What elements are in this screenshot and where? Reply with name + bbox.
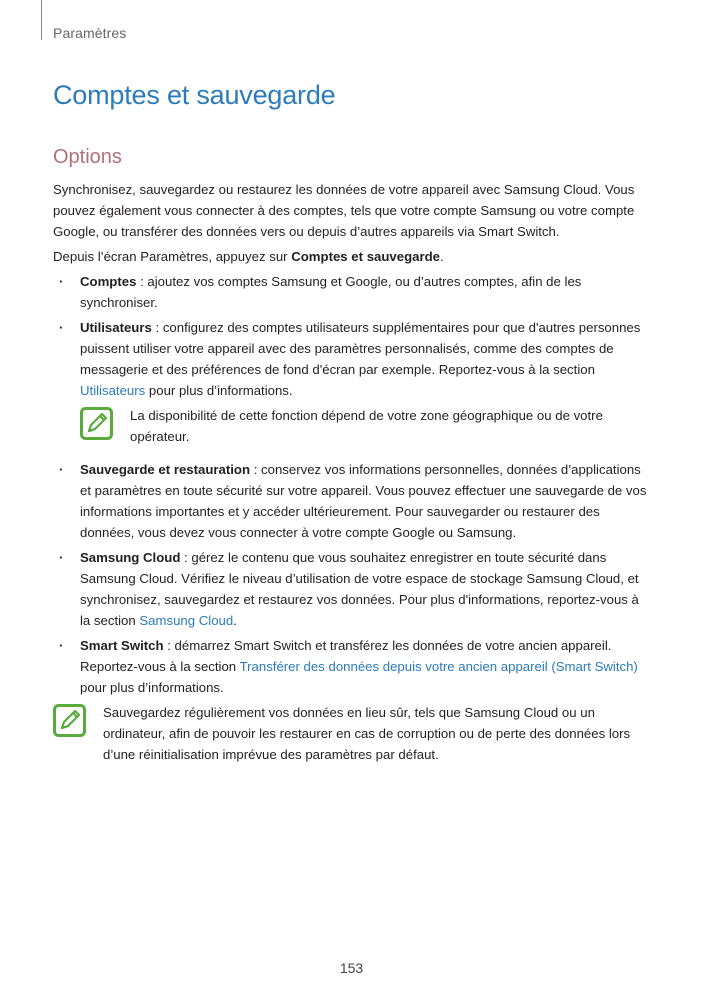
page-number: 153	[339, 960, 364, 976]
list-item-text-after: pour plus d’informations.	[80, 680, 224, 695]
list-item-text: : conservez vos informations personnelles, données d’applications et paramètres en toute sécurité sur votre appareil. Vous pouvez effectuer une sauvegarde de vos informations importantes et y accéder ultérieurement. Pour sauvegarder ou restaurer des données, vous devez vous connecter à votre compte Google ou Samsung.	[80, 462, 647, 540]
note-region-text: La disponibilité de cette fonction dépend de votre zone géographique ou de votre opérateur.	[130, 408, 603, 444]
list-item-utilisateurs	[53, 317, 649, 447]
page-body	[53, 179, 649, 777]
list-item-sauvegarde	[53, 459, 649, 543]
section-subtitle: Options	[53, 146, 122, 168]
link-utilisateurs[interactable]: Utilisateurs	[80, 383, 146, 398]
page-title: Comptes et sauvegarde	[53, 80, 336, 110]
note-backup-text: Sauvegardez régulièrement vos données en lieu sûr, tels que Samsung Cloud ou un ordinateur, afin de pouvoir les restaurer en cas de corruption ou de perte des données lors d’une réinitialisation imprévue des paramètres par défaut.	[103, 705, 631, 762]
bullet-dot: ·	[59, 320, 64, 335]
list-item-text-after: pour plus d’informations.	[145, 383, 293, 398]
note-backup	[53, 702, 649, 765]
bullet-dot: ·	[59, 462, 64, 477]
link-samsung-cloud[interactable]: Samsung Cloud	[139, 613, 234, 628]
list-item-text: : configurez des comptes utilisateurs supplémentaires pour que d'autres personnes puissent utiliser votre appareil avec des paramètres personnalisés, comme des comptes de messagerie et des préférences de fond d'écran par exemple. Reportez-vous à la section	[80, 320, 641, 377]
list-item-term: Samsung Cloud	[80, 550, 181, 565]
list-item-text-after: .	[233, 613, 237, 628]
intro-paragraph: Synchronisez, sauvegardez ou restaurez les données de votre appareil avec Samsung Cloud. Vous pouvez également vous connecter à des comptes, tels que votre compte Samsung ou votre compte Google, ou transférer des données vers ou depuis d’autres appareils via Smart Switch.	[53, 182, 635, 239]
note-pencil-icon	[80, 407, 113, 440]
list-item-samsung-cloud	[53, 547, 649, 631]
bullet-dot: ·	[59, 550, 64, 565]
section-header: Paramètres	[53, 25, 127, 41]
list-item-text: : gérez le contenu que vous souhaitez enregistrer en toute sécurité dans Samsung Cloud. Vérifiez le niveau d’utilisation de votre espace de stockage Samsung Cloud, et synchronisez, sauvegardez et restaurez vos données. Pour plus d'informations, reportez-vous à la section	[80, 550, 639, 628]
instruction-paragraph	[53, 246, 649, 267]
bullet-dot: ·	[59, 274, 64, 289]
instruction-bold: Comptes et sauvegarde	[291, 249, 440, 264]
instruction-prefix: Depuis l’écran Paramètres, appuyez sur	[53, 249, 292, 264]
list-item-text: : ajoutez vos comptes Samsung et Google, ou d’autres comptes, afin de les synchroniser.	[80, 274, 582, 310]
list-item-smart-switch	[53, 635, 649, 698]
note-pencil-icon	[53, 704, 86, 737]
options-list	[53, 271, 649, 698]
list-item-term: Smart Switch	[80, 638, 164, 653]
note-region	[80, 405, 649, 447]
link-smart-switch[interactable]: Transférer des données depuis votre ancien appareil (Smart Switch)	[239, 659, 638, 674]
list-item-text: : démarrez Smart Switch et transférez les données de votre ancien appareil. Reportez-vous à la section	[80, 638, 612, 674]
header-rule	[41, 0, 42, 40]
list-item-term: Comptes	[80, 274, 137, 289]
list-item-term: Sauvegarde et restauration	[80, 462, 251, 477]
list-item-term: Utilisateurs	[80, 320, 152, 335]
list-item-comptes	[53, 271, 649, 313]
bullet-dot: ·	[59, 638, 64, 653]
instruction-suffix: .	[440, 249, 444, 264]
